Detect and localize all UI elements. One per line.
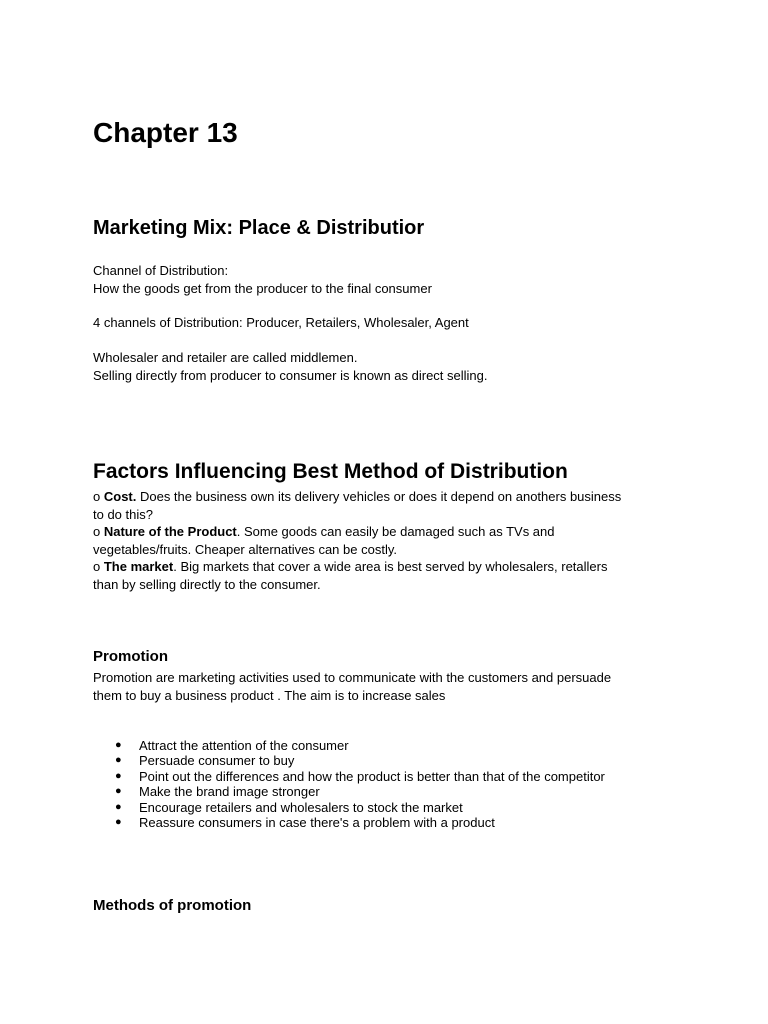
promotion-desc-line1: Promotion are marketing activities used to communicate with the customers and persuade [93, 670, 612, 685]
channels-line: 4 channels of Distribution: Producer, Retailers, Wholesaler, Agent [93, 315, 469, 330]
channel-of-distribution-paragraph [93, 262, 432, 297]
promotion-aims-list [93, 738, 605, 830]
factor-product-line2: vegetables/fruits. Cheaper alternatives can be costly. [93, 541, 397, 557]
list-item-text: Make the brand image stronger [139, 784, 320, 800]
factor-marker: o [93, 559, 101, 575]
chapter-title: Chapter 13 [93, 117, 238, 148]
list-item-text: Persuade consumer to buy [139, 753, 295, 769]
factor-cost-line2: to do this? [93, 506, 153, 522]
list-item [93, 815, 605, 830]
factor-market-text: . Big markets that cover a wide area is best served by wholesalers, retallers [173, 559, 608, 575]
methods-of-promotion-heading: Methods of promotion [93, 897, 252, 914]
direct-selling-line: Selling directly from producer to consumer is known as direct selling. [93, 367, 488, 383]
channel-label: Channel of Distribution: [93, 263, 229, 278]
promotion-heading: Promotion [93, 648, 168, 665]
promotion-description [93, 669, 611, 704]
list-item [93, 769, 605, 784]
middlemen-paragraph [93, 349, 488, 384]
factor-market-term: The market [103, 559, 174, 575]
bullet-icon: ● [115, 754, 122, 767]
factor-product-line1 [93, 523, 621, 541]
promotion-desc-line2: them to buy a business product . The aim is to increase sales [93, 687, 446, 703]
channel-description: How the goods get from the producer to the final consumer [93, 280, 432, 296]
list-item [93, 784, 605, 799]
list-item [93, 753, 605, 768]
bullet-icon: ● [115, 785, 122, 798]
bullet-icon: ● [115, 800, 122, 813]
list-item [93, 800, 605, 815]
factor-cost-line1 [93, 488, 621, 506]
middlemen-line: Wholesaler and retailer are called middlemen. [93, 350, 358, 365]
list-item-text: Encourage retailers and wholesalers to stock the market [139, 799, 463, 815]
factor-product-term: Nature of the Product [103, 524, 237, 540]
factor-marker: o [93, 489, 101, 504]
factor-marker: o [93, 524, 101, 540]
bullet-icon: ● [115, 739, 122, 751]
bullet-icon: ● [115, 769, 122, 782]
factor-cost-text: Does the business own its delivery vehicles or does it depend on anothers business [136, 489, 622, 504]
factor-market-line2: than by selling directly to the consumer. [93, 576, 321, 592]
factor-product-text: . Some goods can easily be damaged such as TVs and [236, 524, 555, 540]
list-item-text: Attract the attention of the consumer [139, 738, 349, 753]
factors-heading: Factors Influencing Best Method of Distribution [93, 460, 568, 483]
factors-list [93, 488, 621, 594]
factor-cost-term: Cost. [103, 489, 137, 504]
place-distribution-heading: Marketing Mix: Place & Distributior [93, 217, 425, 239]
bullet-icon: ● [115, 816, 122, 829]
list-item-text: Reassure consumers in case there's a problem with a product [139, 815, 495, 831]
factor-market-line1 [93, 558, 621, 576]
list-item [93, 738, 605, 753]
list-item-text: Point out the differences and how the product is better than that of the competitor [139, 768, 605, 784]
channels-paragraph [93, 314, 469, 332]
